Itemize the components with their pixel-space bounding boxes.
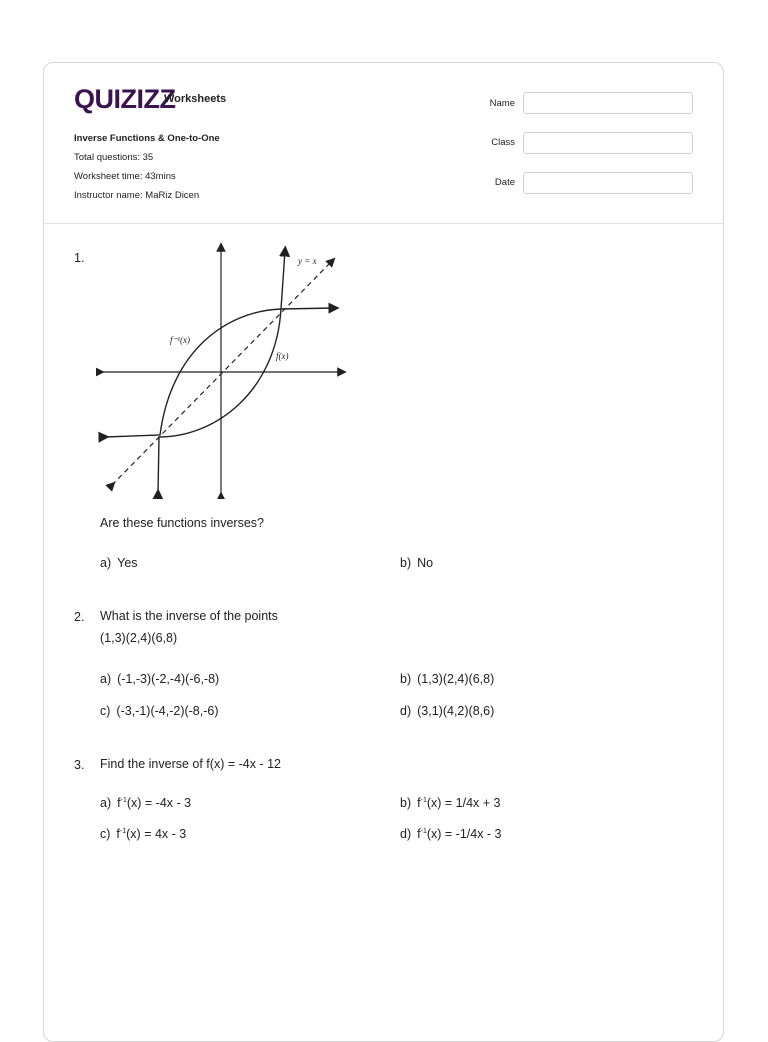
class-label: Class — [491, 137, 515, 148]
question-1-number: 1. — [74, 251, 85, 265]
inverse-function-graph — [96, 241, 348, 499]
question-1-option-b[interactable]: b) No — [400, 556, 434, 570]
function-label: f(x) — [276, 351, 289, 361]
total-questions: Total questions: 35 — [74, 152, 154, 163]
question-2-number: 2. — [74, 610, 85, 624]
worksheet-time: Worksheet time: 43mins — [74, 171, 176, 182]
worksheet-title: Inverse Functions & One-to-One — [74, 133, 220, 144]
question-3-option-b[interactable]: b) $f^{-1}(x) = 1/4x + 3$ — [400, 796, 501, 810]
question-1-text: Are these functions inverses? — [100, 516, 264, 530]
inverse-function-label: f⁻¹(x) — [170, 335, 190, 345]
question-3-option-d[interactable]: d) $f^{-1}(x) = -1/4x - 3$ — [400, 827, 502, 841]
class-field[interactable] — [523, 132, 693, 154]
question-2-option-b[interactable]: b) (1,3)(2,4)(6,8) — [400, 672, 495, 686]
question-2-text: What is the inverse of the points (1,3)(2,4)(6,8) — [100, 609, 278, 645]
date-field[interactable] — [523, 172, 693, 194]
name-label: Name — [489, 98, 515, 109]
question-3-option-a[interactable]: a) $f^{-1}(x) = -4x - 3$ — [100, 796, 192, 810]
worksheet-card — [43, 62, 724, 1042]
worksheet-meta — [74, 129, 220, 205]
identity-line — [112, 261, 332, 485]
quizizz-logo: QUIZIZZ — [74, 84, 176, 114]
question-2-option-c[interactable]: c) (-3,-1)(-4,-2)(-8,-6) — [100, 704, 219, 718]
identity-label: y = x — [298, 256, 317, 266]
question-2-option-d[interactable]: d) (3,1)(4,2)(8,6) — [400, 704, 495, 718]
date-label: Date — [494, 177, 515, 188]
question-3-option-c[interactable]: c) $f^{-1}(x) = 4x - 3$ — [100, 827, 187, 841]
worksheet-header — [44, 63, 723, 224]
logo-subtitle: Worksheets — [164, 93, 227, 105]
question-2-option-a[interactable]: a) (-1,-3)(-2,-4)(-6,-8) — [100, 672, 220, 686]
question-1-option-a[interactable]: a) Yes — [100, 556, 138, 570]
name-field[interactable] — [523, 92, 693, 114]
question-3-text: Find the inverse of f(x) = -4x - 12 — [100, 757, 281, 771]
instructor-name: Instructor name: MaRiz Dicen — [74, 190, 200, 201]
question-3-number: 3. — [74, 758, 85, 772]
